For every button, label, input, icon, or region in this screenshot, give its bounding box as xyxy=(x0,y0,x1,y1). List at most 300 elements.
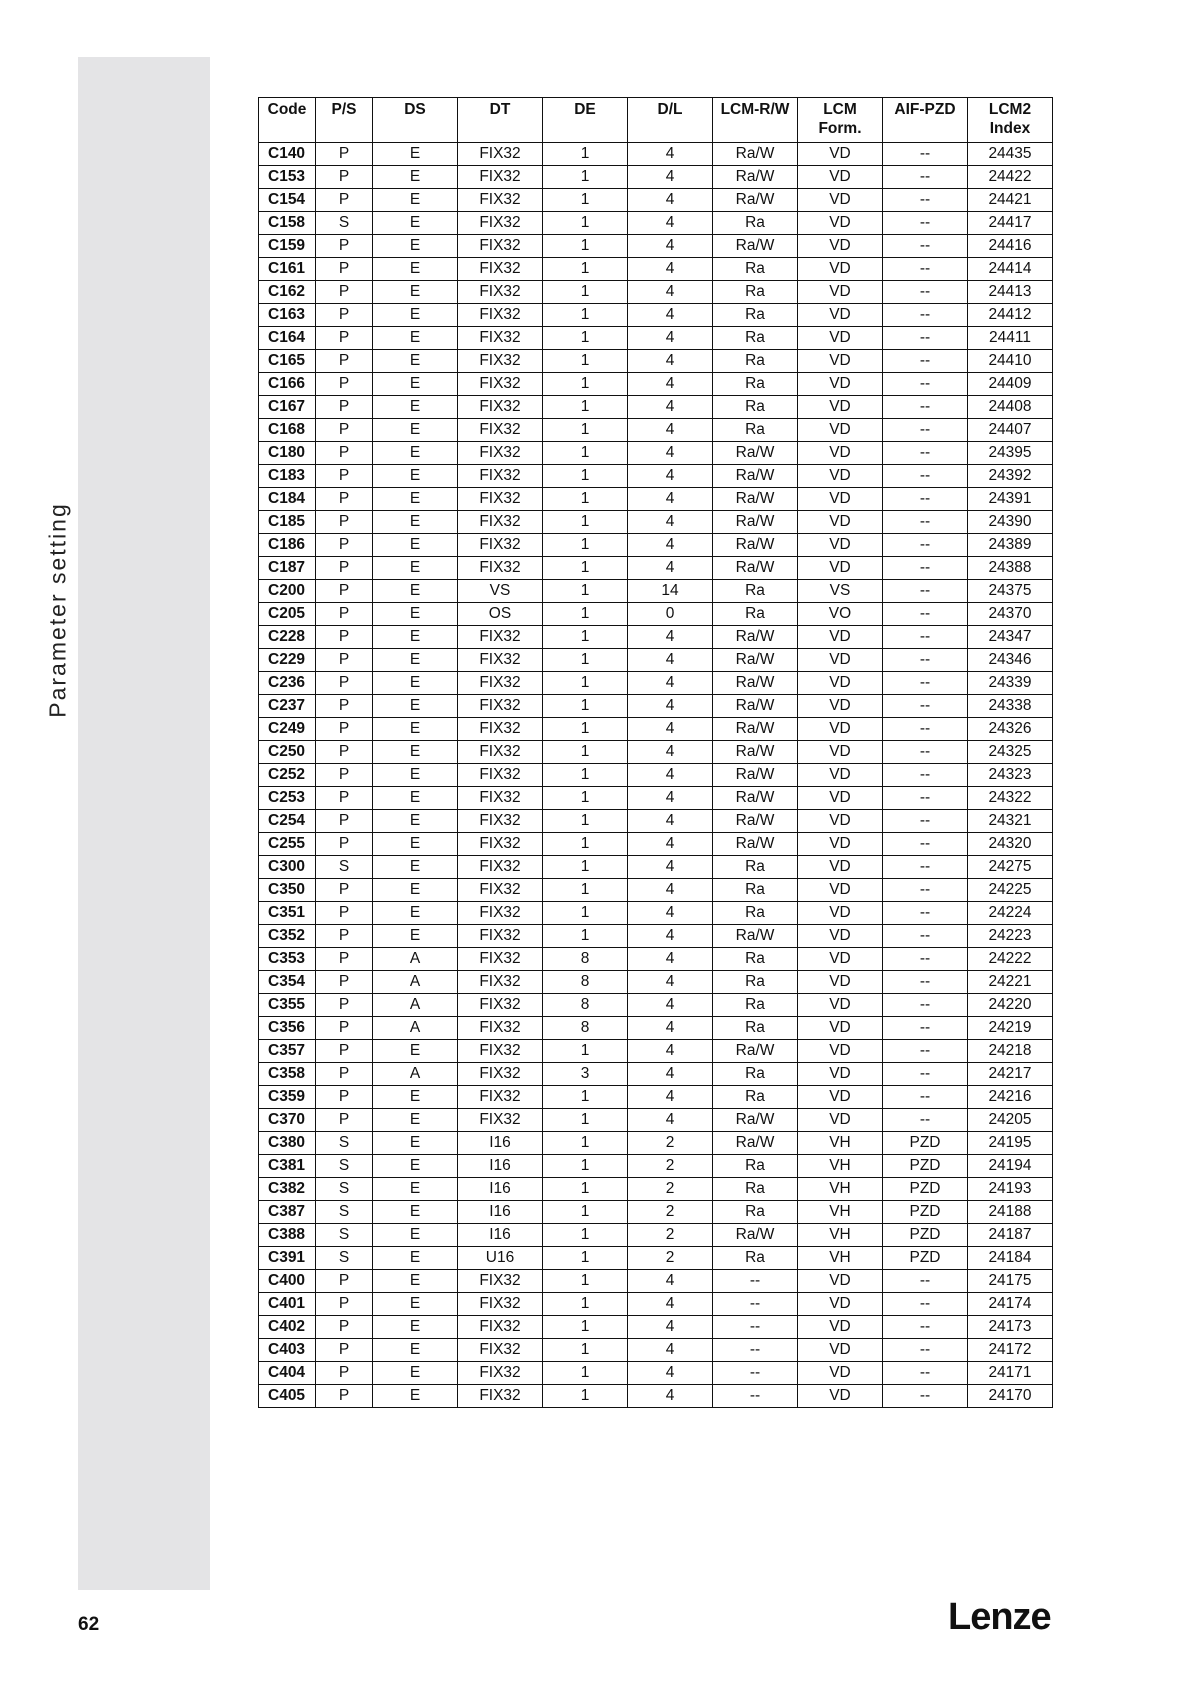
table-cell: E xyxy=(373,580,458,603)
table-cell: S xyxy=(316,1178,373,1201)
table-cell: P xyxy=(316,1086,373,1109)
table-cell: 4 xyxy=(628,1385,713,1408)
table-row xyxy=(259,1362,1053,1385)
table-cell: Ra xyxy=(713,994,798,1017)
table-row xyxy=(259,1316,1053,1339)
table-row xyxy=(259,1132,1053,1155)
table-cell: 1 xyxy=(543,1247,628,1270)
table-cell: VD xyxy=(798,856,883,879)
table-cell: -- xyxy=(713,1339,798,1362)
table-cell: FIX32 xyxy=(458,534,543,557)
column-header: D/L xyxy=(628,98,713,143)
table-cell: P xyxy=(316,1385,373,1408)
table-cell: PZD xyxy=(883,1178,968,1201)
table-cell: P xyxy=(316,1017,373,1040)
table-cell: -- xyxy=(883,166,968,189)
table-row xyxy=(259,695,1053,718)
table-cell: S xyxy=(316,212,373,235)
table-row xyxy=(259,465,1053,488)
table-cell: P xyxy=(316,396,373,419)
table-cell: E xyxy=(373,672,458,695)
table-cell: 1 xyxy=(543,626,628,649)
table-cell: FIX32 xyxy=(458,281,543,304)
table-cell: VD xyxy=(798,396,883,419)
table-cell: 1 xyxy=(543,1201,628,1224)
table-cell: -- xyxy=(883,557,968,580)
table-cell: VS xyxy=(798,580,883,603)
table-cell: PZD xyxy=(883,1247,968,1270)
table-cell: 1 xyxy=(543,1224,628,1247)
table-cell: -- xyxy=(883,1293,968,1316)
table-cell: FIX32 xyxy=(458,649,543,672)
table-cell: 1 xyxy=(543,879,628,902)
table-cell: VH xyxy=(798,1132,883,1155)
table-cell: -- xyxy=(883,1063,968,1086)
table-cell: FIX32 xyxy=(458,442,543,465)
table-cell: E xyxy=(373,1132,458,1155)
table-cell: 1 xyxy=(543,1155,628,1178)
table-cell: FIX32 xyxy=(458,971,543,994)
table-cell: -- xyxy=(883,695,968,718)
table-cell: 4 xyxy=(628,649,713,672)
table-cell: 1 xyxy=(543,396,628,419)
column-header: LCM Form. xyxy=(798,98,883,143)
table-cell: P xyxy=(316,1063,373,1086)
table-cell: 24275 xyxy=(968,856,1053,879)
table-cell: 4 xyxy=(628,971,713,994)
table-cell: Ra/W xyxy=(713,626,798,649)
table-cell: VD xyxy=(798,350,883,373)
table-cell: VD xyxy=(798,971,883,994)
table-cell: 4 xyxy=(628,258,713,281)
table-row xyxy=(259,143,1053,166)
lenze-logo: Lenze xyxy=(948,1596,1051,1638)
table-row xyxy=(259,235,1053,258)
table-cell: E xyxy=(373,1155,458,1178)
table-cell: 4 xyxy=(628,1109,713,1132)
table-cell: 24175 xyxy=(968,1270,1053,1293)
table-cell: P xyxy=(316,879,373,902)
table-cell: FIX32 xyxy=(458,166,543,189)
table-cell: VD xyxy=(798,1040,883,1063)
table-cell: 1 xyxy=(543,1086,628,1109)
table-cell: VD xyxy=(798,212,883,235)
table-cell: P xyxy=(316,787,373,810)
code-cell: C359 xyxy=(259,1086,316,1109)
table-cell: FIX32 xyxy=(458,189,543,212)
table-cell: E xyxy=(373,718,458,741)
table-cell: -- xyxy=(883,833,968,856)
code-cell: C228 xyxy=(259,626,316,649)
table-cell: VH xyxy=(798,1224,883,1247)
table-cell: VD xyxy=(798,189,883,212)
code-cell: C252 xyxy=(259,764,316,787)
table-cell: FIX32 xyxy=(458,327,543,350)
table-cell: Ra/W xyxy=(713,833,798,856)
table-cell: Ra/W xyxy=(713,143,798,166)
table-row xyxy=(259,1109,1053,1132)
code-cell: C183 xyxy=(259,465,316,488)
table-cell: 1 xyxy=(543,258,628,281)
table-cell: I16 xyxy=(458,1155,543,1178)
table-cell: P xyxy=(316,488,373,511)
table-cell: FIX32 xyxy=(458,350,543,373)
table-cell: I16 xyxy=(458,1224,543,1247)
table-row xyxy=(259,580,1053,603)
table-cell: E xyxy=(373,856,458,879)
sidebar-band xyxy=(78,57,210,1590)
table-row xyxy=(259,1270,1053,1293)
table-cell: E xyxy=(373,1040,458,1063)
table-row xyxy=(259,718,1053,741)
table-cell: E xyxy=(373,695,458,718)
table-cell: -- xyxy=(883,465,968,488)
table-cell: 4 xyxy=(628,373,713,396)
table-row xyxy=(259,856,1053,879)
table-cell: P xyxy=(316,649,373,672)
table-cell: E xyxy=(373,925,458,948)
table-cell: 24370 xyxy=(968,603,1053,626)
table-row xyxy=(259,281,1053,304)
table-cell: VD xyxy=(798,626,883,649)
table-cell: 8 xyxy=(543,994,628,1017)
table-cell: 4 xyxy=(628,511,713,534)
table-cell: 24171 xyxy=(968,1362,1053,1385)
table-cell: Ra/W xyxy=(713,235,798,258)
code-cell: C387 xyxy=(259,1201,316,1224)
table-cell: Ra/W xyxy=(713,718,798,741)
table-cell: 24223 xyxy=(968,925,1053,948)
table-cell: -- xyxy=(883,1316,968,1339)
table-cell: 1 xyxy=(543,1316,628,1339)
table-cell: 1 xyxy=(543,373,628,396)
table-cell: P xyxy=(316,511,373,534)
code-cell: C300 xyxy=(259,856,316,879)
table-cell: 8 xyxy=(543,1017,628,1040)
code-cell: C186 xyxy=(259,534,316,557)
table-cell: 24225 xyxy=(968,879,1053,902)
table-cell: E xyxy=(373,649,458,672)
table-cell: FIX32 xyxy=(458,396,543,419)
table-row xyxy=(259,396,1053,419)
table-cell: FIX32 xyxy=(458,764,543,787)
table-cell: 24320 xyxy=(968,833,1053,856)
table-cell: FIX32 xyxy=(458,833,543,856)
table-cell: 2 xyxy=(628,1224,713,1247)
code-cell: C154 xyxy=(259,189,316,212)
table-row xyxy=(259,189,1053,212)
table-cell: 24173 xyxy=(968,1316,1053,1339)
table-cell: VD xyxy=(798,258,883,281)
table-cell: -- xyxy=(713,1362,798,1385)
table-cell: P xyxy=(316,1362,373,1385)
column-header: Code xyxy=(259,98,316,143)
table-cell: P xyxy=(316,1040,373,1063)
code-cell: C205 xyxy=(259,603,316,626)
table-cell: VH xyxy=(798,1155,883,1178)
table-cell: Ra xyxy=(713,350,798,373)
table-cell: 3 xyxy=(543,1063,628,1086)
table-cell: -- xyxy=(883,672,968,695)
table-cell: Ra/W xyxy=(713,488,798,511)
table-cell: 24170 xyxy=(968,1385,1053,1408)
table-cell: P xyxy=(316,1339,373,1362)
table-row xyxy=(259,879,1053,902)
table-cell: VD xyxy=(798,672,883,695)
table-cell: 4 xyxy=(628,856,713,879)
table-cell: 4 xyxy=(628,212,713,235)
table-cell: FIX32 xyxy=(458,1017,543,1040)
table-cell: VD xyxy=(798,1293,883,1316)
table-row xyxy=(259,442,1053,465)
code-cell: C380 xyxy=(259,1132,316,1155)
table-cell: 24375 xyxy=(968,580,1053,603)
code-cell: C405 xyxy=(259,1385,316,1408)
table-cell: P xyxy=(316,971,373,994)
table-cell: -- xyxy=(883,350,968,373)
code-cell: C237 xyxy=(259,695,316,718)
table-cell: Ra xyxy=(713,212,798,235)
code-cell: C255 xyxy=(259,833,316,856)
table-cell: 4 xyxy=(628,1339,713,1362)
table-cell: E xyxy=(373,511,458,534)
table-cell: I16 xyxy=(458,1132,543,1155)
table-cell: 24325 xyxy=(968,741,1053,764)
table-cell: -- xyxy=(883,1086,968,1109)
table-row xyxy=(259,925,1053,948)
page-number: 62 xyxy=(78,1614,100,1635)
table-cell: VD xyxy=(798,1362,883,1385)
table-cell: 1 xyxy=(543,189,628,212)
table-cell: A xyxy=(373,948,458,971)
table-cell: FIX32 xyxy=(458,1086,543,1109)
table-cell: E xyxy=(373,534,458,557)
table-cell: 1 xyxy=(543,764,628,787)
table-cell: E xyxy=(373,1201,458,1224)
table-cell: 4 xyxy=(628,488,713,511)
table-cell: 1 xyxy=(543,511,628,534)
table-cell: 1 xyxy=(543,350,628,373)
table-cell: P xyxy=(316,902,373,925)
table-cell: P xyxy=(316,994,373,1017)
table-cell: -- xyxy=(883,534,968,557)
table-cell: 24409 xyxy=(968,373,1053,396)
table-cell: -- xyxy=(883,281,968,304)
table-cell: FIX32 xyxy=(458,879,543,902)
table-cell: -- xyxy=(883,442,968,465)
table-cell: P xyxy=(316,695,373,718)
table-cell: -- xyxy=(883,189,968,212)
table-cell: 24388 xyxy=(968,557,1053,580)
code-cell: C401 xyxy=(259,1293,316,1316)
table-cell: P xyxy=(316,718,373,741)
code-cell: C165 xyxy=(259,350,316,373)
table-cell: 24414 xyxy=(968,258,1053,281)
table-cell: P xyxy=(316,143,373,166)
table-row xyxy=(259,902,1053,925)
table-cell: 24390 xyxy=(968,511,1053,534)
table-cell: P xyxy=(316,1109,373,1132)
table-row xyxy=(259,304,1053,327)
table-cell: -- xyxy=(713,1293,798,1316)
table-cell: E xyxy=(373,304,458,327)
table-cell: P xyxy=(316,948,373,971)
code-cell: C352 xyxy=(259,925,316,948)
table-cell: 2 xyxy=(628,1247,713,1270)
table-cell: 4 xyxy=(628,833,713,856)
table-cell: E xyxy=(373,281,458,304)
table-cell: Ra/W xyxy=(713,189,798,212)
column-header: P/S xyxy=(316,98,373,143)
table-cell: 24188 xyxy=(968,1201,1053,1224)
table-cell: FIX32 xyxy=(458,557,543,580)
table-cell: FIX32 xyxy=(458,695,543,718)
table-cell: 4 xyxy=(628,948,713,971)
table-cell: PZD xyxy=(883,1224,968,1247)
table-cell: 4 xyxy=(628,1086,713,1109)
table-cell: P xyxy=(316,166,373,189)
table-body xyxy=(259,143,1053,1408)
table-cell: 4 xyxy=(628,672,713,695)
table-cell: Ra xyxy=(713,1155,798,1178)
table-cell: -- xyxy=(883,626,968,649)
code-cell: C388 xyxy=(259,1224,316,1247)
table-cell: Ra xyxy=(713,879,798,902)
table-header-row xyxy=(259,98,1053,143)
table-cell: 4 xyxy=(628,396,713,419)
table-row xyxy=(259,350,1053,373)
table-cell: 24184 xyxy=(968,1247,1053,1270)
table-cell: Ra xyxy=(713,1086,798,1109)
table-cell: A xyxy=(373,1063,458,1086)
table-cell: 24172 xyxy=(968,1339,1053,1362)
table-cell: 1 xyxy=(543,212,628,235)
table-cell: E xyxy=(373,879,458,902)
code-cell: C166 xyxy=(259,373,316,396)
table-cell: 8 xyxy=(543,948,628,971)
table-cell: 1 xyxy=(543,442,628,465)
table-cell: P xyxy=(316,373,373,396)
table-cell: 1 xyxy=(543,580,628,603)
table-row xyxy=(259,994,1053,1017)
table-cell: E xyxy=(373,603,458,626)
table-cell: FIX32 xyxy=(458,1362,543,1385)
table-cell: Ra xyxy=(713,419,798,442)
table-cell: P xyxy=(316,534,373,557)
code-cell: C391 xyxy=(259,1247,316,1270)
table-cell: -- xyxy=(883,258,968,281)
code-cell: C370 xyxy=(259,1109,316,1132)
table-cell: P xyxy=(316,419,373,442)
table-cell: OS xyxy=(458,603,543,626)
table-cell: Ra/W xyxy=(713,649,798,672)
code-cell: C353 xyxy=(259,948,316,971)
table-cell: E xyxy=(373,373,458,396)
table-cell: FIX32 xyxy=(458,258,543,281)
table-row xyxy=(259,419,1053,442)
table-cell: -- xyxy=(883,879,968,902)
code-cell: C140 xyxy=(259,143,316,166)
table-cell: P xyxy=(316,281,373,304)
table-cell: E xyxy=(373,189,458,212)
table-cell: P xyxy=(316,235,373,258)
table-cell: 1 xyxy=(543,1109,628,1132)
table-cell: 4 xyxy=(628,143,713,166)
table-cell: A xyxy=(373,971,458,994)
table-cell: VD xyxy=(798,488,883,511)
table-cell: VD xyxy=(798,1086,883,1109)
table-cell: -- xyxy=(883,212,968,235)
table-cell: VD xyxy=(798,695,883,718)
table-cell: E xyxy=(373,396,458,419)
table-cell: 24395 xyxy=(968,442,1053,465)
table-cell: 1 xyxy=(543,856,628,879)
table-cell: 24220 xyxy=(968,994,1053,1017)
table-cell: E xyxy=(373,166,458,189)
table-cell: VD xyxy=(798,741,883,764)
table-cell: FIX32 xyxy=(458,672,543,695)
table-cell: FIX32 xyxy=(458,994,543,1017)
table-cell: 4 xyxy=(628,235,713,258)
table-cell: -- xyxy=(883,373,968,396)
code-cell: C236 xyxy=(259,672,316,695)
code-cell: C357 xyxy=(259,1040,316,1063)
table-row xyxy=(259,488,1053,511)
table-cell: FIX32 xyxy=(458,626,543,649)
table-cell: -- xyxy=(713,1270,798,1293)
table-row xyxy=(259,1247,1053,1270)
table-cell: E xyxy=(373,1362,458,1385)
table-cell: 24174 xyxy=(968,1293,1053,1316)
table-cell: 4 xyxy=(628,764,713,787)
table-cell: FIX32 xyxy=(458,856,543,879)
table-cell: FIX32 xyxy=(458,787,543,810)
table-cell: 1 xyxy=(543,281,628,304)
table-row xyxy=(259,1040,1053,1063)
code-cell: C404 xyxy=(259,1362,316,1385)
table-cell: 24193 xyxy=(968,1178,1053,1201)
table-cell: VH xyxy=(798,1178,883,1201)
table-cell: FIX32 xyxy=(458,902,543,925)
table-cell: I16 xyxy=(458,1201,543,1224)
table-cell: 1 xyxy=(543,1362,628,1385)
table-cell: -- xyxy=(883,143,968,166)
table-cell: Ra xyxy=(713,258,798,281)
table-cell: FIX32 xyxy=(458,419,543,442)
table-cell: E xyxy=(373,1339,458,1362)
table-cell: P xyxy=(316,1316,373,1339)
table-cell: 1 xyxy=(543,810,628,833)
table-row xyxy=(259,626,1053,649)
table-cell: P xyxy=(316,327,373,350)
code-cell: C229 xyxy=(259,649,316,672)
code-cell: C161 xyxy=(259,258,316,281)
table-cell: 1 xyxy=(543,166,628,189)
code-cell: C403 xyxy=(259,1339,316,1362)
table-cell: VD xyxy=(798,764,883,787)
table-cell: 1 xyxy=(543,304,628,327)
table-cell: A xyxy=(373,1017,458,1040)
table-row xyxy=(259,1201,1053,1224)
table-row xyxy=(259,1293,1053,1316)
table-cell: 1 xyxy=(543,833,628,856)
table-cell: -- xyxy=(883,304,968,327)
table-cell: 24221 xyxy=(968,971,1053,994)
table-row xyxy=(259,373,1053,396)
table-cell: 4 xyxy=(628,281,713,304)
table-cell: VD xyxy=(798,1063,883,1086)
table-cell: E xyxy=(373,1385,458,1408)
